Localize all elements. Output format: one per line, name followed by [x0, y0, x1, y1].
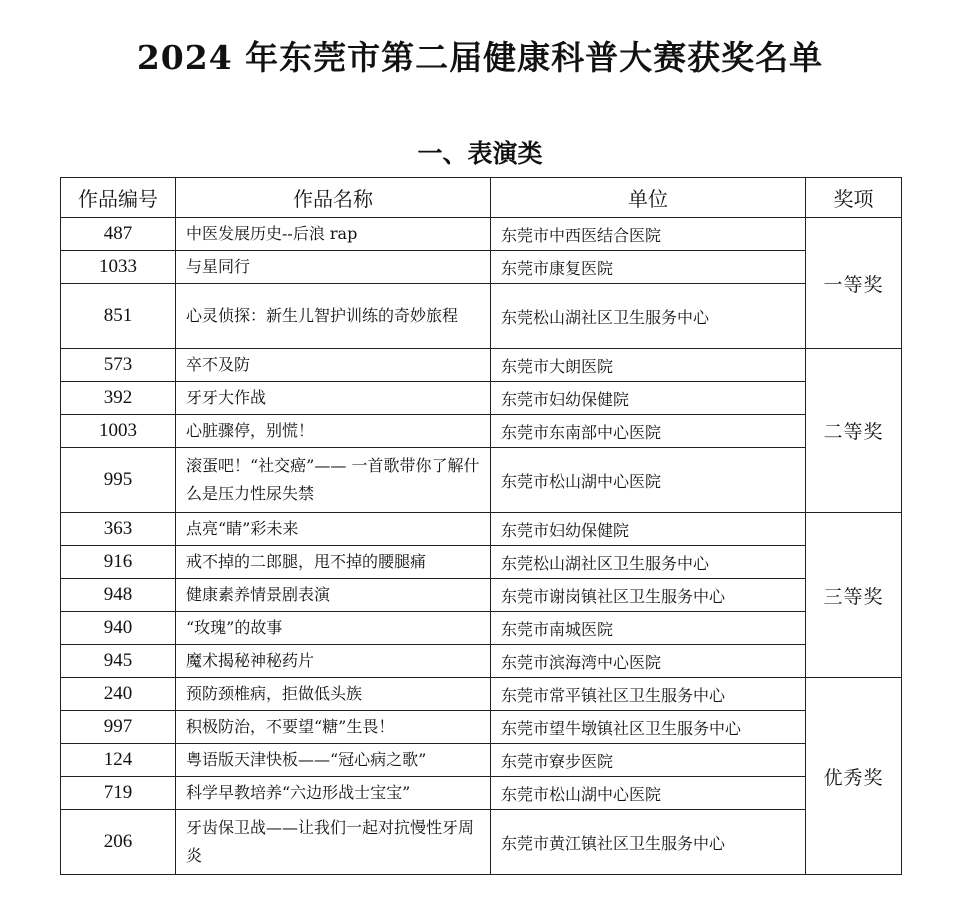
work-code: 392 — [61, 382, 176, 415]
work-unit: 东莞市黄江镇社区卫生服务中心 — [491, 810, 806, 875]
work-name: 预防颈椎病，拒做低头族 — [176, 678, 491, 711]
work-code: 997 — [61, 711, 176, 744]
work-name: 与星同行 — [176, 251, 491, 284]
work-name: 魔术揭秘神秘药片 — [176, 645, 491, 678]
work-name: 心脏骤停，别慌！ — [176, 415, 491, 448]
work-unit: 东莞市东南部中心医院 — [491, 415, 806, 448]
work-name: 健康素养情景剧表演 — [176, 579, 491, 612]
work-code: 240 — [61, 678, 176, 711]
work-unit: 东莞市康复医院 — [491, 251, 806, 284]
section-heading: 一、表演类 — [417, 139, 543, 168]
table-row — [61, 678, 902, 711]
work-code: 719 — [61, 777, 176, 810]
table-row — [61, 513, 902, 546]
table-row — [61, 284, 902, 349]
work-code: 940 — [61, 612, 176, 645]
header-code: 作品编号 — [61, 178, 176, 218]
work-unit: 东莞市中西医结合医院 — [491, 218, 806, 251]
work-name: 戒不掉的二郎腿，甩不掉的腰腿痛 — [176, 546, 491, 579]
table-row — [61, 415, 902, 448]
header-name: 作品名称 — [176, 178, 491, 218]
award-level: 一等奖 — [806, 218, 902, 349]
work-unit: 东莞市松山湖中心医院 — [491, 777, 806, 810]
table-row — [61, 579, 902, 612]
work-name: 点亮“睛”彩未来 — [176, 513, 491, 546]
work-name: 科学早教培养“六边形战士宝宝” — [176, 777, 491, 810]
work-code: 995 — [61, 448, 176, 513]
awards-table — [60, 177, 902, 875]
work-name: 卒不及防 — [176, 349, 491, 382]
work-name: “玫瑰”的故事 — [176, 612, 491, 645]
work-name: 心灵侦探：新生儿智护训练的奇妙旅程 — [176, 284, 491, 349]
table-row — [61, 448, 902, 513]
award-level: 二等奖 — [806, 349, 902, 513]
work-name: 积极防治，不要望“糖”生畏！ — [176, 711, 491, 744]
work-name: 牙齿保卫战——让我们一起对抗慢性牙周炎 — [176, 810, 491, 875]
work-code: 948 — [61, 579, 176, 612]
work-unit: 东莞市妇幼保健院 — [491, 382, 806, 415]
work-code: 363 — [61, 513, 176, 546]
work-unit: 东莞市南城医院 — [491, 612, 806, 645]
work-code: 851 — [61, 284, 176, 349]
table-row — [61, 382, 902, 415]
work-code: 1003 — [61, 415, 176, 448]
table-row — [61, 744, 902, 777]
work-unit: 东莞市滨海湾中心医院 — [491, 645, 806, 678]
work-name: 滚蛋吧！“社交癌”—— 一首歌带你了解什么是压力性尿失禁 — [176, 448, 491, 513]
table-row — [61, 645, 902, 678]
work-name: 牙牙大作战 — [176, 382, 491, 415]
page-title: 2024 年东莞市第二届健康科普大赛获奖名单 — [136, 38, 824, 77]
table-row — [61, 251, 902, 284]
work-code: 916 — [61, 546, 176, 579]
table-row — [61, 810, 902, 875]
work-unit: 东莞市大朗医院 — [491, 349, 806, 382]
table-row — [61, 612, 902, 645]
work-unit: 东莞市寮步医院 — [491, 744, 806, 777]
work-code: 573 — [61, 349, 176, 382]
work-name: 中医发展历史--后浪 rap — [176, 218, 491, 251]
award-level: 优秀奖 — [806, 678, 902, 875]
work-unit: 东莞市松山湖中心医院 — [491, 448, 806, 513]
work-code: 206 — [61, 810, 176, 875]
work-unit: 东莞市常平镇社区卫生服务中心 — [491, 678, 806, 711]
table-row — [61, 546, 902, 579]
work-unit: 东莞市妇幼保健院 — [491, 513, 806, 546]
table-row — [61, 349, 902, 382]
header-award: 奖项 — [806, 178, 902, 218]
work-code: 487 — [61, 218, 176, 251]
table-row — [61, 711, 902, 744]
table-row — [61, 218, 902, 251]
work-unit: 东莞松山湖社区卫生服务中心 — [491, 546, 806, 579]
work-unit: 东莞市谢岗镇社区卫生服务中心 — [491, 579, 806, 612]
work-unit: 东莞松山湖社区卫生服务中心 — [491, 284, 806, 349]
table-row — [61, 777, 902, 810]
work-name: 粤语版天津快板——“冠心病之歌” — [176, 744, 491, 777]
table-header-row — [61, 178, 902, 218]
work-unit: 东莞市望牛墩镇社区卫生服务中心 — [491, 711, 806, 744]
award-level: 三等奖 — [806, 513, 902, 678]
work-code: 124 — [61, 744, 176, 777]
work-code: 945 — [61, 645, 176, 678]
header-unit: 单位 — [491, 178, 806, 218]
work-code: 1033 — [61, 251, 176, 284]
